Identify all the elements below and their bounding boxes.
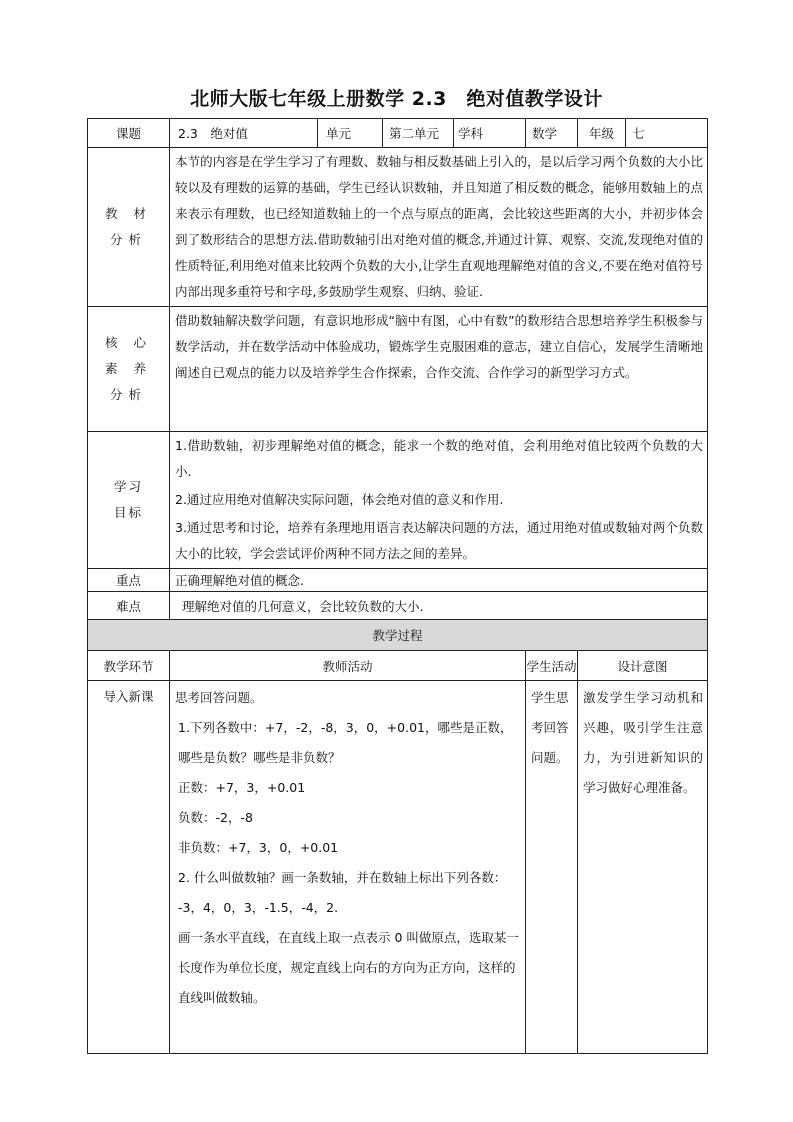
key-point-row [88,569,708,592]
process-row-intro [88,681,708,1054]
grade-label: 年级 [578,119,626,148]
col-stage: 教学环节 [88,651,170,681]
difficulty-label: 难点 [88,592,170,620]
core-literacy-row [88,307,708,432]
teacher-line: -3，4，0，3，-1.5，-4，2. [178,900,339,915]
unit-value: 第二单元 [383,119,454,148]
textbook-analysis-row [88,148,708,307]
core-literacy-label: 核 心 素 养 分析 [88,307,170,432]
learning-goal-item: 1.借助数轴，初步理解绝对值的概念，能求一个数的绝对值，会利用绝对值比较两个负数的大小. [175,438,704,479]
student-activity: 学生思考回答问题。 [526,681,578,1054]
grade-value: 七 [626,119,708,148]
learning-goal-item: 3.通过思考和讨论，培养有条理地用语言表达解决问题的方法，通过用绝对值或数轴对两个负数大小的比较，学会尝试评价两种不同方法之间的差异。 [175,520,704,561]
key-point-text: 正确理解绝对值的概念. [170,569,708,592]
subject-value: 数学 [526,119,578,148]
learning-goal-item: 2.通过应用绝对值解决实际问题，体会绝对值的意义和作用. [175,492,504,507]
unit-label: 单元 [318,119,383,148]
learning-goals-label: 学习 目标 [88,432,170,569]
stage-intro: 导入新课 [88,681,170,1054]
process-columns-row [88,651,708,681]
lesson-value: 2.3 绝对值 [170,119,318,148]
header-row [88,119,708,148]
key-point-label: 重点 [88,569,170,592]
textbook-analysis-label: 教 材 分析 [88,148,170,307]
col-student: 学生活动 [526,651,578,681]
textbook-analysis-text: 本节的内容是在学生学习了有理数、数轴与相反数基础上引入的，是以后学习两个负数的大小比较以及有理数的运算的基础，学生已经认识数轴，并且知道了相反数的概念，能够用数轴上的点来表示有理数，也已经知道数轴上的一个点与原点的距离，会比较这些距离的大小，并初步体会到了数形结合的思想方法.借助数轴引出对绝对值的概念,并通过计算、观察、交流,发现绝对值的性质特征,利用绝对值来比较两个负数的大小,让学生直观地理解绝对值的含义,不要在绝对值符号内部出现多重符号和字母,多鼓励学生观察、归纳、验证. [170,148,708,307]
teacher-line: 2. 什么叫做数轴？画一条数轴，并在数轴上标出下列各数： [178,870,507,885]
teacher-line: 正数：+7，3，+0.01 [178,780,306,795]
process-heading-row [88,620,708,651]
teacher-line: 画一条水平直线，在直线上取一点表示 0 叫做原点，选取某一长度作为单位长度，规定直线上向右的方向为正方向，这样的直线叫做数轴。 [178,930,519,1005]
col-teacher: 教师活动 [170,651,526,681]
design-intent: 激发学生学习动机和兴趣，吸引学生注意力，为引进新知识的学习做好心理准备。 [578,681,708,1054]
learning-goals-row [88,432,708,569]
difficulty-row [88,592,708,620]
core-literacy-text: 借助数轴解决数学问题，有意识地形成“脑中有图，心中有数”的数形结合思想培养学生积极参与数学活动，并在数学活动中体验成功，锻炼学生克服困难的意志，建立自信心，发展学生清晰地阐述自已观点的能力以及培养学生合作探索，合作交流、合作学习的新型学习方式。 [170,307,708,432]
teacher-line: 1.下列各数中：+7，-2，-8，3，0，+0.01，哪些是正数，哪些是负数？哪些是非负数？ [178,720,513,765]
subject-label: 学科 [454,119,526,148]
lesson-label: 课题 [88,119,170,148]
teacher-line: 负数：-2，-8 [178,810,253,825]
learning-goals-text [170,432,708,569]
lesson-plan-table [87,118,708,1054]
page-title: 北师大版七年级上册数学 2.3 绝对值教学设计 [190,88,603,110]
teacher-line: 思考回答问题。 [175,690,263,705]
process-heading: 教学过程 [88,620,708,651]
col-intent: 设计意图 [578,651,708,681]
teacher-activity [170,681,526,1054]
teacher-line: 非负数：+7，3，0，+0.01 [178,840,339,855]
difficulty-text: 理解绝对值的几何意义，会比较负数的大小. [170,592,708,620]
